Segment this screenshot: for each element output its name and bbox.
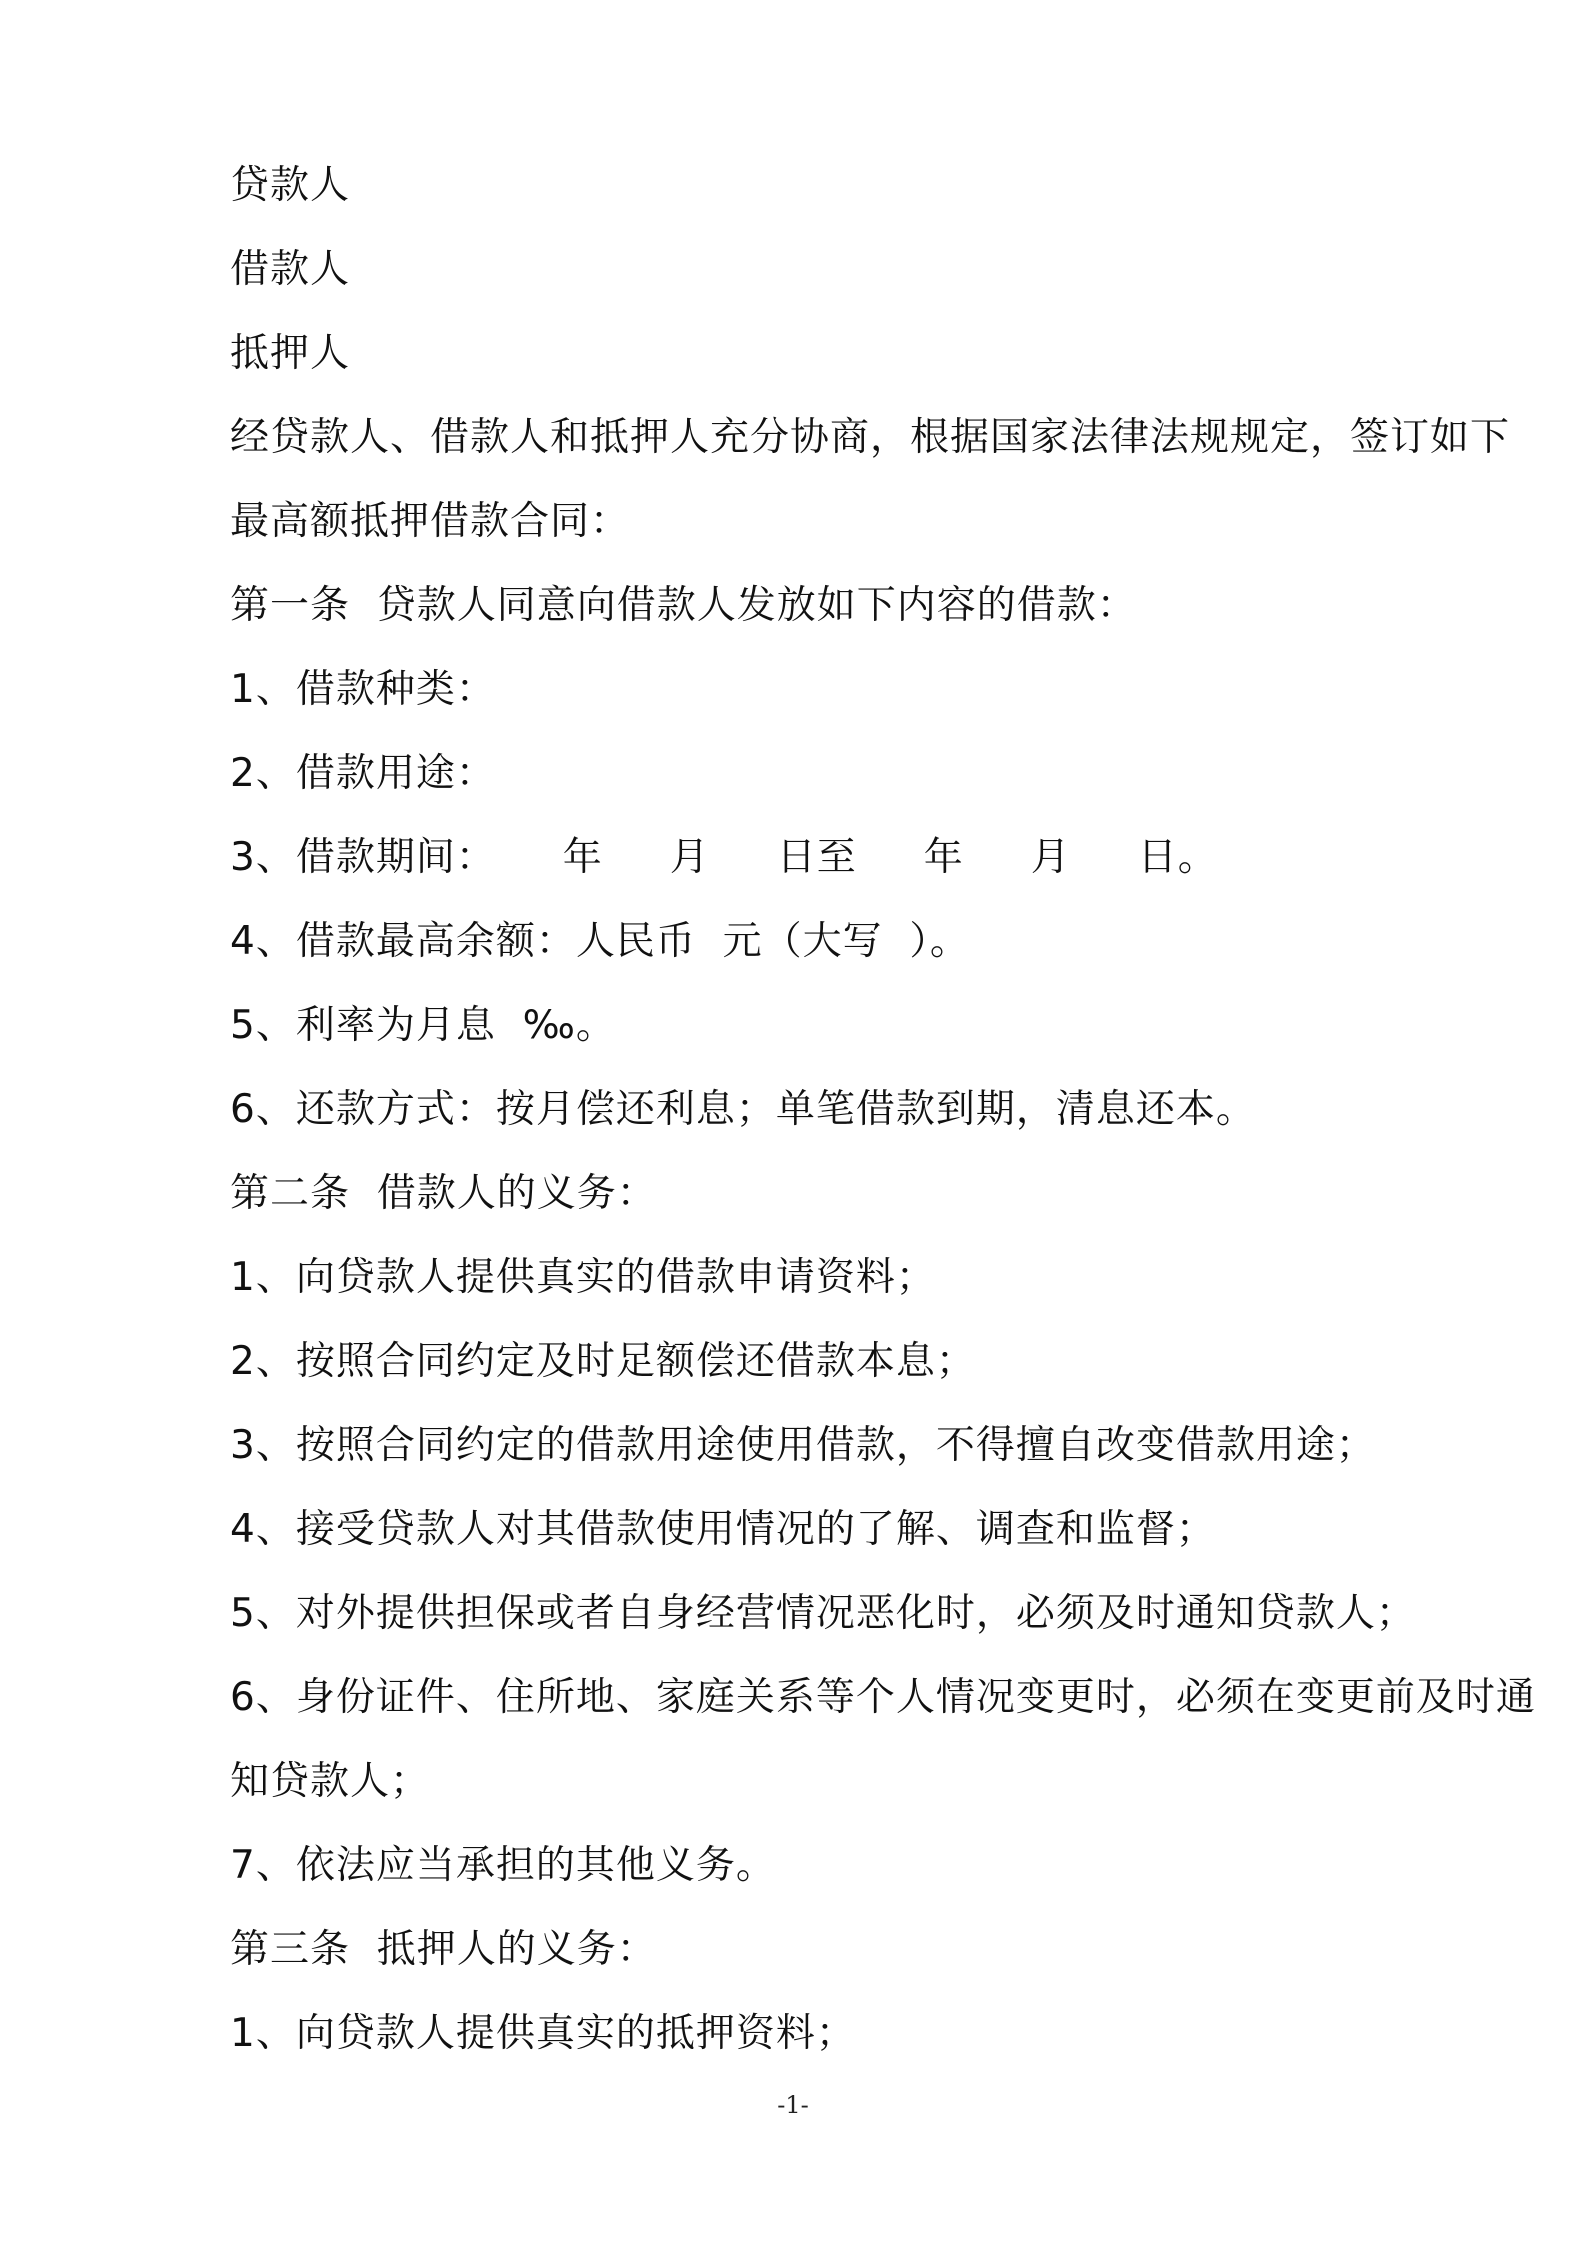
text-line-mortgagor: 抵押人	[230, 331, 351, 376]
article-1-heading: 第一条 贷款人同意向借款人发放如下内容的借款：	[230, 583, 1137, 628]
article-2-item-1: 1、向贷款人提供真实的借款申请资料；	[230, 1255, 936, 1300]
article-1-item-4: 4、借款最高余额：人民币 元（大写 ）。	[230, 919, 970, 964]
article-2-item-5: 5、对外提供担保或者自身经营情况恶化时，必须及时通知贷款人；	[230, 1591, 1416, 1636]
article-2-item-6-cont: 知贷款人；	[230, 1759, 431, 1804]
article-1-item-3: 3、借款期间： 年 月 日至 年 月 日。	[230, 835, 1218, 880]
text-line-borrower: 借款人	[230, 247, 351, 292]
text-line-lender: 贷款人	[230, 163, 351, 208]
article-2-item-4: 4、接受贷款人对其借款使用情况的了解、调查和监督；	[230, 1507, 1216, 1552]
page-number: -1-	[777, 2091, 809, 2119]
article-3-item-1: 1、向贷款人提供真实的抵押资料；	[230, 2011, 856, 2056]
text-line-preamble-1: 经贷款人、借款人和抵押人充分协商，根据国家法律法规规定，签订如下	[230, 415, 1511, 460]
article-2-item-3: 3、按照合同约定的借款用途使用借款，不得擅自改变借款用途；	[230, 1423, 1376, 1468]
text-line-preamble-2: 最高额抵押借款合同：	[230, 499, 631, 544]
article-3-heading: 第三条 抵押人的义务：	[230, 1927, 657, 1972]
article-2-item-2: 2、按照合同约定及时足额偿还借款本息；	[230, 1339, 976, 1384]
article-1-item-1: 1、借款种类：	[230, 667, 496, 712]
article-1-item-2: 2、借款用途：	[230, 751, 496, 796]
article-2-item-7: 7、依法应当承担的其他义务。	[230, 1843, 776, 1888]
article-2-heading: 第二条 借款人的义务：	[230, 1171, 657, 1216]
article-2-item-6: 6、身份证件、住所地、家庭关系等个人情况变更时，必须在变更前及时通	[230, 1675, 1536, 1720]
article-1-item-6: 6、还款方式：按月偿还利息；单笔借款到期，清息还本。	[230, 1087, 1256, 1132]
article-1-item-5: 5、利率为月息 ‰。	[230, 1003, 616, 1048]
